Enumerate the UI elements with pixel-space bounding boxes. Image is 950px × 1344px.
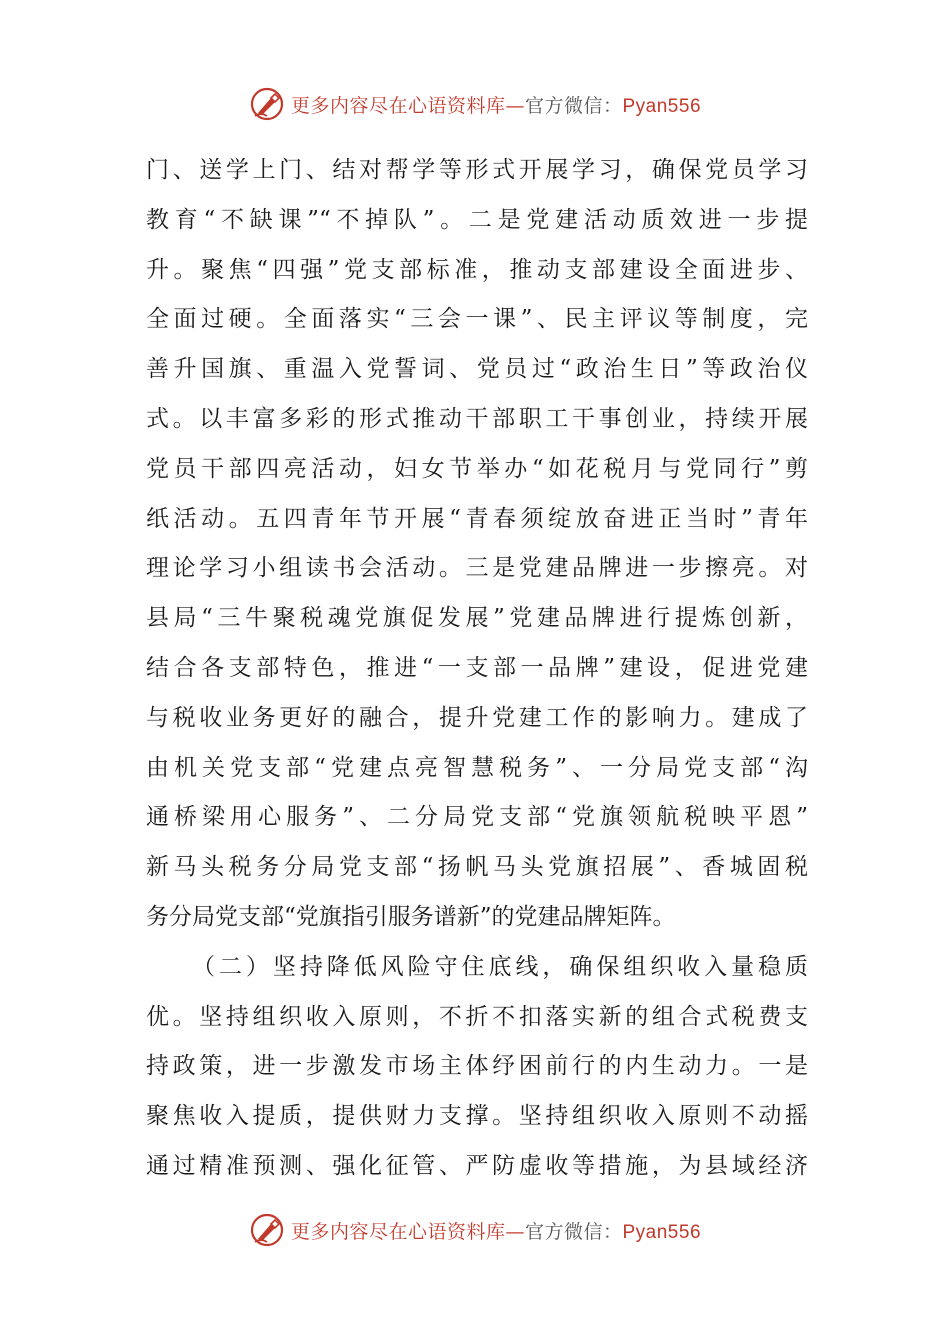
body-line: 升。聚焦“四强”党支部标准，推动支部建设全面进步、 bbox=[146, 256, 808, 283]
body-line: 式。以丰富多彩的形式推动干部职工干事创业，持续开展 bbox=[146, 405, 808, 432]
body-line: 党员干部四亮活动，妇女节举办“如花税月与党同行”剪 bbox=[146, 455, 808, 482]
header-watermark-banner bbox=[0, 82, 950, 126]
section-heading-line: （二）坚持降低风险守住底线，确保组织收入量稳质 bbox=[192, 953, 808, 980]
body-line: 持政策，进一步激发市场主体纾困前行的内生动力。一是 bbox=[146, 1053, 808, 1080]
body-line: 结合各支部特色，推进“一支部一品牌”建设，促进党建 bbox=[146, 654, 808, 681]
body-line-paragraph-end: 务分局党支部“党旗指引服务谱新”的党建品牌矩阵。 bbox=[146, 903, 676, 930]
pen-nib-logo-icon bbox=[249, 86, 285, 122]
body-line: 通桥梁用心服务”、二分局党支部“党旗领航税映平恩” bbox=[146, 804, 808, 831]
watermark-wechat-label: 官方微信： bbox=[524, 1220, 623, 1243]
body-line: 通过精准预测、强化征管、严防虚收等措施，为县域经济 bbox=[146, 1152, 808, 1179]
body-line: 门、送学上门、结对帮学等形式开展学习，确保党员学习 bbox=[146, 157, 808, 183]
watermark-text bbox=[291, 1217, 701, 1244]
watermark-library-text: 更多内容尽在心语资料库— bbox=[290, 1220, 525, 1243]
watermark-wechat-handle: Pyan556 bbox=[622, 1221, 702, 1243]
body-line: 纸活动。五四青年节开展“青春须绽放奋进正当时”青年 bbox=[146, 505, 808, 532]
watermark-text bbox=[291, 91, 701, 118]
body-line: 教育“不缺课”“不掉队”。二是党建活动质效进一步提 bbox=[146, 206, 808, 233]
document-body bbox=[146, 146, 808, 1192]
watermark-wechat-label: 官方微信： bbox=[524, 94, 623, 117]
header-watermark-group bbox=[249, 86, 701, 122]
body-line: 聚焦收入提质，提供财力支撑。坚持组织收入原则不动摇 bbox=[146, 1103, 808, 1130]
body-line: 优。坚持组织收入原则，不折不扣落实新的组合式税费支 bbox=[146, 1003, 808, 1030]
body-line: 县局“三牛聚税魂党旗促发展”党建品牌进行提炼创新， bbox=[146, 605, 808, 632]
body-line: 与税收业务更好的融合，提升党建工作的影响力。建成了 bbox=[146, 704, 808, 731]
footer-watermark-banner bbox=[0, 1208, 950, 1252]
body-line: 理论学习小组读书会活动。三是党建品牌进一步擦亮。对 bbox=[146, 555, 808, 582]
body-line: 新马头税务分局党支部“扬帆马头党旗招展”、香城固税 bbox=[146, 854, 808, 881]
body-line: 善升国旗、重温入党誓词、党员过“政治生日”等政治仪 bbox=[146, 356, 808, 383]
body-line: 由机关党支部“党建点亮智慧税务”、一分局党支部“沟 bbox=[146, 754, 808, 781]
footer-watermark-group bbox=[249, 1212, 701, 1248]
watermark-library-text: 更多内容尽在心语资料库— bbox=[290, 94, 525, 117]
body-line: 全面过硬。全面落实“三会一课”、民主评议等制度，完 bbox=[146, 306, 808, 333]
watermark-wechat-handle: Pyan556 bbox=[622, 95, 702, 117]
pen-nib-logo-icon bbox=[249, 1212, 285, 1248]
